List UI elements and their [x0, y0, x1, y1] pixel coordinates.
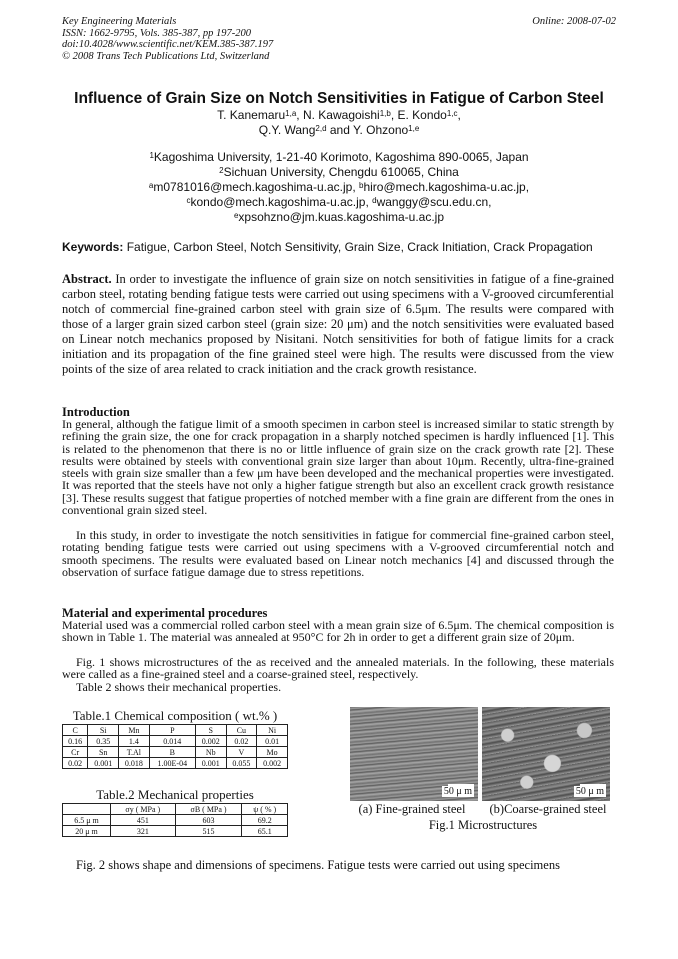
table-header-row: [63, 804, 288, 815]
abstract: [62, 272, 614, 377]
table-row: [63, 758, 288, 769]
table-cell: Cu: [226, 725, 257, 736]
table-cell: B: [149, 747, 195, 758]
chemical-composition-table: [62, 724, 288, 769]
issn: ISSN: 1662-9795, Vols. 385-387, pp 197-200: [62, 27, 251, 39]
author-name: Q.Y. Wang: [258, 123, 316, 137]
keywords-text: Fatigue, Carbon Steel, Notch Sensitivity, Grain Size, Crack Initiation, Crack Propagation: [126, 240, 593, 254]
author-list: T. Kanemaru$^{1,a}$, N. Kawagoishi$^{1,b}$, E. Kondo$^{1,c}$, Q.Y. Wang$^{2,d}$ and Y. Ohzono$^{1,e}$: [217, 108, 461, 137]
scale-label-a: 50 μ m: [443, 786, 472, 797]
author-sup: 1,a: [285, 109, 297, 118]
table1-caption: Table.1 Chemical composition ( wt.% ): [72, 708, 278, 723]
table-cell: T.Al: [119, 747, 150, 758]
microstructure-fine-image: [350, 707, 478, 801]
table-row: [63, 736, 288, 747]
table-cell: 20 μ m: [63, 826, 111, 837]
table-cell: 0.02: [226, 736, 257, 747]
table-cell: 0.16: [63, 736, 88, 747]
table-cell: 321: [110, 826, 175, 837]
table-cell: C: [63, 725, 88, 736]
table-cell: V: [226, 747, 257, 758]
table-cell: 69.2: [242, 815, 288, 826]
table-cell: Si: [88, 725, 119, 736]
author-sup: 2,d: [315, 124, 327, 133]
table-cell: 0.01: [257, 736, 288, 747]
body-text-continuation: Fig. 2 shows shape and dimensions of specimens. Fatigue tests were carried out using specimens: [76, 858, 560, 872]
email-a: m0781016@mech.kagoshima-u.ac.jp,: [153, 180, 356, 194]
author-conjunction: and: [329, 123, 350, 137]
author-sup: 1,b: [379, 109, 391, 118]
journal-header: [62, 16, 273, 62]
table-row: [63, 747, 288, 758]
table-cell: 0.001: [195, 758, 226, 769]
table-cell: 451: [110, 815, 175, 826]
table-cell: 1.00E-04: [149, 758, 195, 769]
email-sup: d: [372, 196, 377, 205]
intro-paragraph-2: In this study, in order to investigate the notch sensitivities in fatigue for commercial fine-grained carbon steel, rotating bending fatigue tests were carried out using specimens with a V-grooved circumferential notch and smooth specimens. The results were evaluated based on Linear notch mechanics [4] and discussed through the observation of surface fatigue damage due to stress repetitions.: [62, 528, 614, 579]
table-cell: 0.35: [88, 736, 119, 747]
table-cell: 603: [175, 815, 242, 826]
affiliations: [40, 150, 638, 225]
figure1-subcaption-a: (a) Fine-grained steel: [358, 802, 466, 816]
table-cell: P: [149, 725, 195, 736]
table-cell: σB ( MPa ): [175, 804, 242, 815]
email-b: hiro@mech.kagoshima-u.ac.jp,: [363, 180, 530, 194]
author-name: T. Kanemaru: [217, 108, 286, 122]
table-row: [63, 826, 288, 837]
affiliation-1: Kagoshima University, 1-21-40 Korimoto, Kagoshima 890-0065, Japan: [153, 150, 529, 164]
email-sup: c: [186, 196, 191, 205]
mechanical-properties-table: [62, 803, 288, 837]
scale-label-b: 50 μ m: [575, 786, 604, 797]
table-cell: 0.002: [195, 736, 226, 747]
table-row: [63, 815, 288, 826]
affil-sup: 2: [219, 166, 224, 175]
table-cell: Mo: [257, 747, 288, 758]
email-sup: a: [148, 181, 154, 190]
table-cell: 0.014: [149, 736, 195, 747]
table-cell: 515: [175, 826, 242, 837]
paper-title: Influence of Grain Size on Notch Sensitivities in Fatigue of Carbon Steel: [74, 90, 604, 107]
table-cell: 0.001: [88, 758, 119, 769]
table-cell: Sn: [88, 747, 119, 758]
affiliation-2: Sichuan University, Chengdu 610065, China: [223, 165, 459, 179]
online-date: Online: 2008-07-02: [532, 16, 616, 27]
table-cell: 0.02: [63, 758, 88, 769]
keywords-label: Keywords:: [62, 240, 124, 254]
author-name: E. Kondo: [397, 108, 447, 122]
table-cell: 65.1: [242, 826, 288, 837]
table-cell: 6.5 μ m: [63, 815, 111, 826]
intro-heading: Introduction: [62, 405, 130, 419]
table-cell: Mn: [119, 725, 150, 736]
author-name: N. Kawagoishi: [302, 108, 380, 122]
material-paragraph-3: Table 2 shows their mechanical properties.: [76, 680, 282, 694]
author-sup: 1,c: [446, 109, 458, 118]
table2-caption: Table.2 Mechanical properties: [96, 787, 254, 802]
table-cell: 1.4: [119, 736, 150, 747]
email-e: xpsohzno@jm.kuas.kagoshima-u.ac.jp: [238, 210, 445, 224]
figure1-caption: Fig.1 Microstructures: [428, 818, 538, 832]
abstract-label: Abstract.: [62, 272, 112, 286]
affil-sup: 1: [149, 151, 154, 160]
table-cell: [63, 804, 111, 815]
table-cell: 0.002: [257, 758, 288, 769]
email-c: kondo@mech.kagoshima-u.ac.jp,: [190, 195, 369, 209]
email-sup: e: [233, 211, 239, 220]
table-cell: 0.018: [119, 758, 150, 769]
material-paragraph-1: Material used was a commercial rolled carbon steel with a mean grain size of 6.5μm. The chemical composition is shown in Table 1. The material was annealed at 950°C for 2h in order to get a different grain size of 20μm.: [62, 618, 614, 645]
table-cell: Ni: [257, 725, 288, 736]
journal-name: Key Engineering Materials: [62, 16, 177, 27]
table-cell: S: [195, 725, 226, 736]
email-sup: b: [359, 181, 364, 190]
keywords: [62, 240, 618, 254]
material-heading: Material and experimental procedures: [62, 606, 268, 620]
author-name: Y. Ohzono: [353, 123, 409, 137]
table-cell: 0.055: [226, 758, 257, 769]
abstract-text: In order to investigate the influence of grain size on notch sensitivities in fatigue of a fine-grained carbon steel, rotating bending fatigue tests were carried out using specimens with a V-grooved circumferential notch of commercial fine-grained carbon steel with grain size of 6.5μm. The results were compared with those of a larger grain sized carbon steel (grain size: 20 μm) and the notch sensitivities were evaluated based on Linear notch mechanics proposed by Nisitani. Notch sensitivities for both of fatigue limits for a crack initiation and its propagation of the fine grained steel were high. The results were discussed from the view points of the size of area related to crack initiation and the crack growth resistance.: [62, 272, 614, 376]
table-cell: σy ( MPa ): [110, 804, 175, 815]
table-cell: ψ ( % ): [242, 804, 288, 815]
microstructure-coarse-image: [482, 707, 610, 801]
intro-paragraph-1: In general, although the fatigue limit of a smooth specimen in carbon steel is increased similar to static strength by refining the grain size, the one for crack propagation in a sharply notched specimen is hardly influenced [1]. This is related to the phenomenon that there is no or little influence of grain size on the crack growth rate [2]. These results were obtained by steels with conventional grain size larger than about 10μm. Recently, ultra-fine-grained steels with grain size smaller than a few μm have been developed and the mechanical properties were investigated. It was reported that the steels have not only a higher fatigue strength but also an excellent crack growth resistance [3]. These results suggest that fatigue properties of notched member with a fine grain are different from the ones in conventional grain sized steel.: [62, 417, 614, 518]
table-cell: Nb: [195, 747, 226, 758]
material-paragraph-2: Fig. 1 shows microstructures of the as received and the annealed materials. In the following, these materials were called as a fine-grained steel and a coarse-grained steel, respectively.: [62, 655, 614, 682]
email-d: wanggy@scu.edu.cn,: [376, 195, 492, 209]
author-sup: 1,e: [408, 124, 420, 133]
table-cell: Cr: [63, 747, 88, 758]
table-row: [63, 725, 288, 736]
doi: doi:10.4028/www.scientific.net/KEM.385-387.197: [62, 39, 274, 50]
copyright: © 2008 Trans Tech Publications Ltd, Switzerland: [62, 50, 270, 62]
figure1-subcaption-b: (b)Coarse-grained steel: [489, 802, 607, 816]
